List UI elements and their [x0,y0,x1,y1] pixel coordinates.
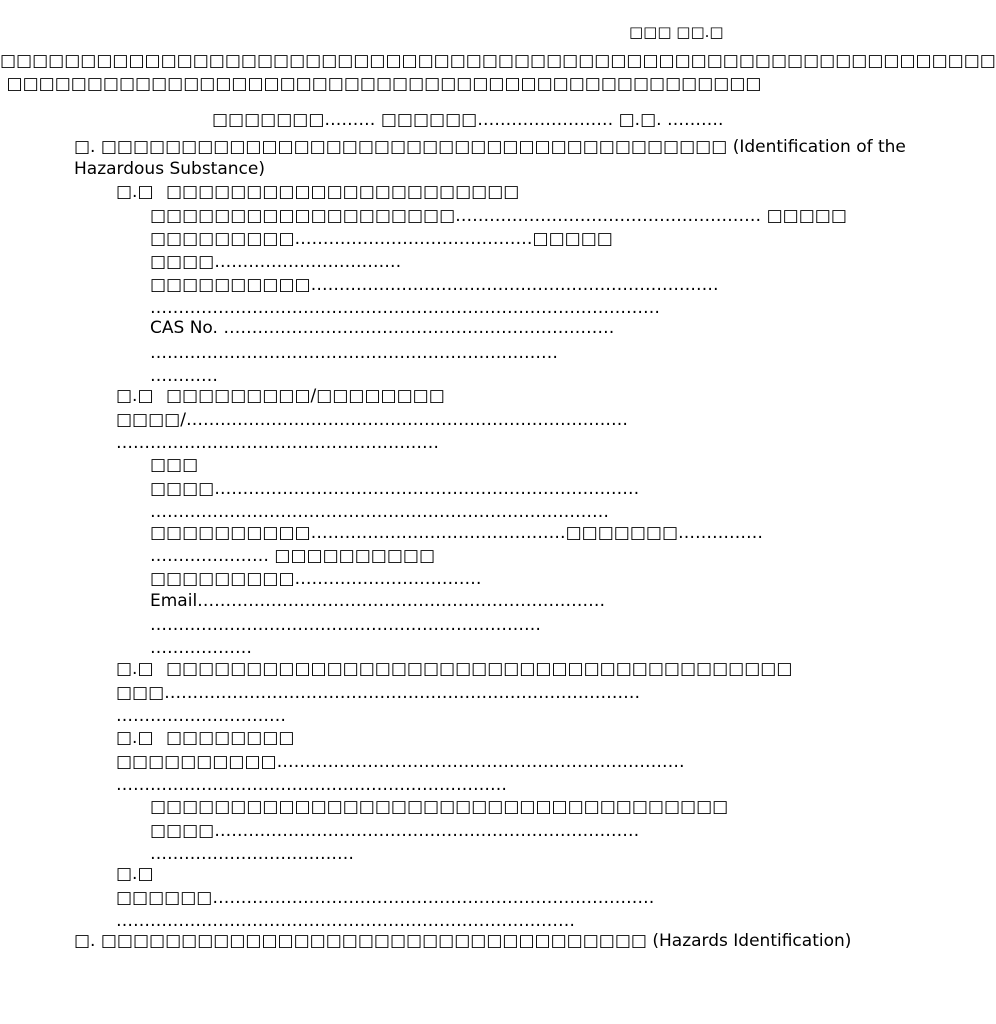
subsection-title: □□□□□□□□□□□□□□□□□□□□□□□□□□□□□□□□□□□□□□□ [166,659,793,679]
title-meta-line: □□□□□□□……… □□□□□□…………………… □.□. ………. [212,110,724,130]
s12-field-line: □□□ [150,455,199,475]
s12-field-line: □□□□□□□□□…………………………… [150,569,482,589]
s11-field-line: □□□□□□□□□□□□□□□□□□□……………………………………………… □□□□□ [150,206,847,226]
form-number: □□□ □□.□ [629,23,724,41]
title-line-2: □□□□□□□□□□□□□□□□□□□□□□□□□□□□□□□□□□□□□□□□□□□□□□□ [6,74,762,94]
title-line-1: □□□□□□□□□□□□□□□□□□□□□□□□□□□□□□□□□□□□□□□□□□□□□□□□□□□□□□□□□□□□□□ [0,51,996,71]
s14-field-line: □□□□………………………………………………………………… [150,821,640,841]
subsection-number: □.□ [116,659,154,679]
s13-field-line: ………………………… [116,706,286,726]
subsection-1-1-heading [116,181,519,203]
s11-field-line: ……………………………………………………………………………… [150,298,660,318]
s14-field-line: ……………………………… [150,844,354,864]
s12-field-line: □□□□/…………………………………………………………………… [116,410,628,430]
s12-field-line: ………………… □□□□□□□□□□ [150,546,436,566]
s11-field-line: ………… [150,366,218,386]
section-2-heading: □. □□□□□□□□□□□□□□□□□□□□□□□□□□□□□□□□□□ (Hazards Identification) [74,931,852,951]
section-1-heading: □. □□□□□□□□□□□□□□□□□□□□□□□□□□□□□□□□□□□□□□□ (Identification of the [74,137,906,157]
s14-field-line: …………………………………………………………… [116,775,507,795]
s15-field-line: ……………………………………………………………………… [116,911,575,931]
s12-field-line: ……………… [150,638,252,658]
s12-field-line: □□□□………………………………………………………………… [150,479,640,499]
s14-field-line: □□□□□□□□□□……………………………………………………………… [116,752,685,772]
subsection-number: □.□ [116,182,154,202]
s11-field-line: ……………………………………………………………… [150,343,558,363]
s11-field-line: □□□□□□□□□□……………………………………………………………… [150,275,719,295]
subsection-1-2-heading [116,385,445,407]
subsection-1-4-heading [116,727,295,749]
s12-field-line: ………………………………………………… [116,433,439,453]
subsection-number: □.□ [116,728,154,748]
subsection-title: □□□□□□□□□/□□□□□□□□ [166,386,445,406]
subsection-title: □□□□□□□□□□□□□□□□□□□□□□ [166,182,520,202]
section-1-heading-cont: Hazardous Substance) [74,159,265,179]
s12-field-line: …………………………………………………………… [150,615,541,635]
s12-field-line: ……………………………………………………………………… [150,502,609,522]
s13-field-line: □□□………………………………………………………………………… [116,683,641,703]
subsection-number: □.□ [116,386,154,406]
s14-field-line: □□□□□□□□□□□□□□□□□□□□□□□□□□□□□□□□□□□□ [150,797,729,817]
subsection-1-3-heading [116,658,792,680]
s11-field-line: □□□□…………………………… [150,252,402,272]
s12-field-line: □□□□□□□□□□………………………………………□□□□□□□…………… [150,523,764,543]
email-line: Email……………………………………………………………… [150,591,606,611]
s11-field-line: □□□□□□□□□……………………………………□□□□□ [150,229,613,249]
s15-field-line: □□□□□□…………………………………………………………………… [116,888,655,908]
cas-number-line: CAS No. …………………………………………………………… [150,318,615,338]
subsection-title: □□□□□□□□ [166,728,295,748]
subsection-1-5-number: □.□ [116,864,154,884]
